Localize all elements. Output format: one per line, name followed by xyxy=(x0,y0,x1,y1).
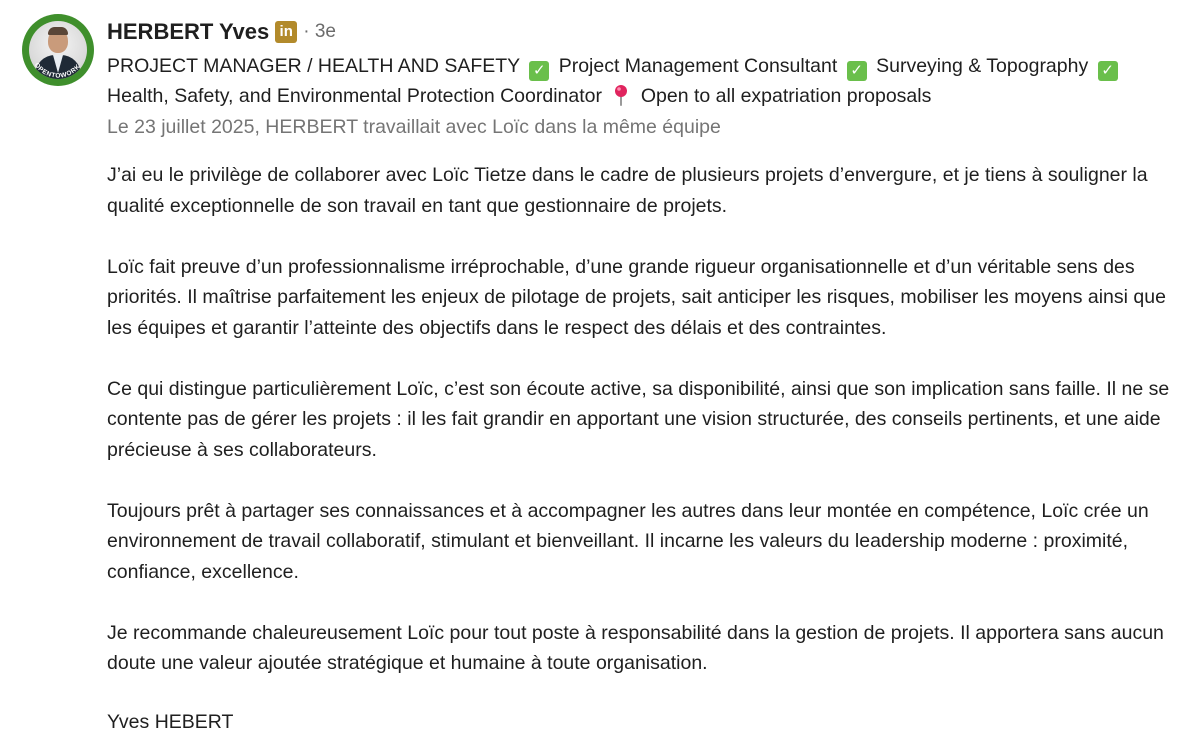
author-name-row xyxy=(107,17,336,47)
open-to-work-text: OPENTOWORK xyxy=(32,61,83,80)
author-avatar[interactable] xyxy=(22,14,94,86)
check-mark-icon: ✓ xyxy=(1098,61,1118,81)
open-to-work-ring xyxy=(22,14,94,86)
headline-part-5: Open to all expatriation proposals xyxy=(640,85,932,107)
check-mark-icon: ✓ xyxy=(847,61,867,81)
headline-part-1: PROJECT MANAGER / HEALTH AND SAFETY xyxy=(107,55,520,77)
headline-part-4: Health, Safety, and Environmental Protection Coordinator xyxy=(107,85,602,107)
author-headline xyxy=(107,51,1182,111)
recommendation-paragraph: Toujours prêt à partager ses connaissances et à accompagner les autres dans leur montée en compétence, Loïc crée un environnement de travail collaboratif, stimulant et bienveillant. Il incarne les valeurs du leadership moderne : proximité, confiance, excellence. xyxy=(107,499,1149,583)
connection-degree: · 3e xyxy=(303,21,336,42)
recommendation-paragraph: Ce qui distingue particulièrement Loïc, c’est son écoute active, sa disponibilité, ainsi que son implication sans faille. Il ne se contente pas de gérer les projets : il les fait grandir en apportant une vision structurée, des conseils pertinents, et une aide précieuse à ses collaborateurs. xyxy=(107,377,1170,461)
recommendation-body xyxy=(107,160,1182,709)
signature: Yves HEBERT xyxy=(107,711,234,733)
recommendation-paragraph: Je recommande chaleureusement Loïc pour tout poste à responsabilité dans la gestion de projets. Il apportera sans aucun doute une valeur ajoutée stratégique et humaine à toute organisation. xyxy=(107,621,1164,674)
check-mark-icon: ✓ xyxy=(529,61,549,81)
svg-text:OPENTOWORK xyxy=(33,62,82,80)
linkedin-premium-icon: in xyxy=(275,21,297,43)
author-name[interactable]: HERBERT Yves xyxy=(107,19,270,44)
recommendation-paragraph: J’ai eu le privilège de collaborer avec Loïc Tietze dans le cadre de plusieurs projets d’envergure, et je tiens à souligner la qualité exceptionnelle de son travail en tant que gestionnaire de projets. xyxy=(107,164,1148,217)
recommendation-paragraph: Loïc fait preuve d’un professionnalisme irréprochable, d’une grande rigueur organisationnelle et d’un véritable sens des priorités. Il maîtrise parfaitement les enjeux de pilotage de projets, sait anticiper les risques, mobiliser les moyens ainsi que les équipes et garantir l’atteinte des objectifs dans le respect des délais et des contraintes. xyxy=(107,255,1166,339)
pin-icon xyxy=(611,84,631,106)
headline-part-2: Project Management Consultant xyxy=(558,55,838,77)
headline-part-3: Surveying & Topography xyxy=(876,55,1089,77)
relationship-context: Le 23 juillet 2025, HERBERT travaillait avec Loïc dans la même équipe xyxy=(107,116,721,138)
